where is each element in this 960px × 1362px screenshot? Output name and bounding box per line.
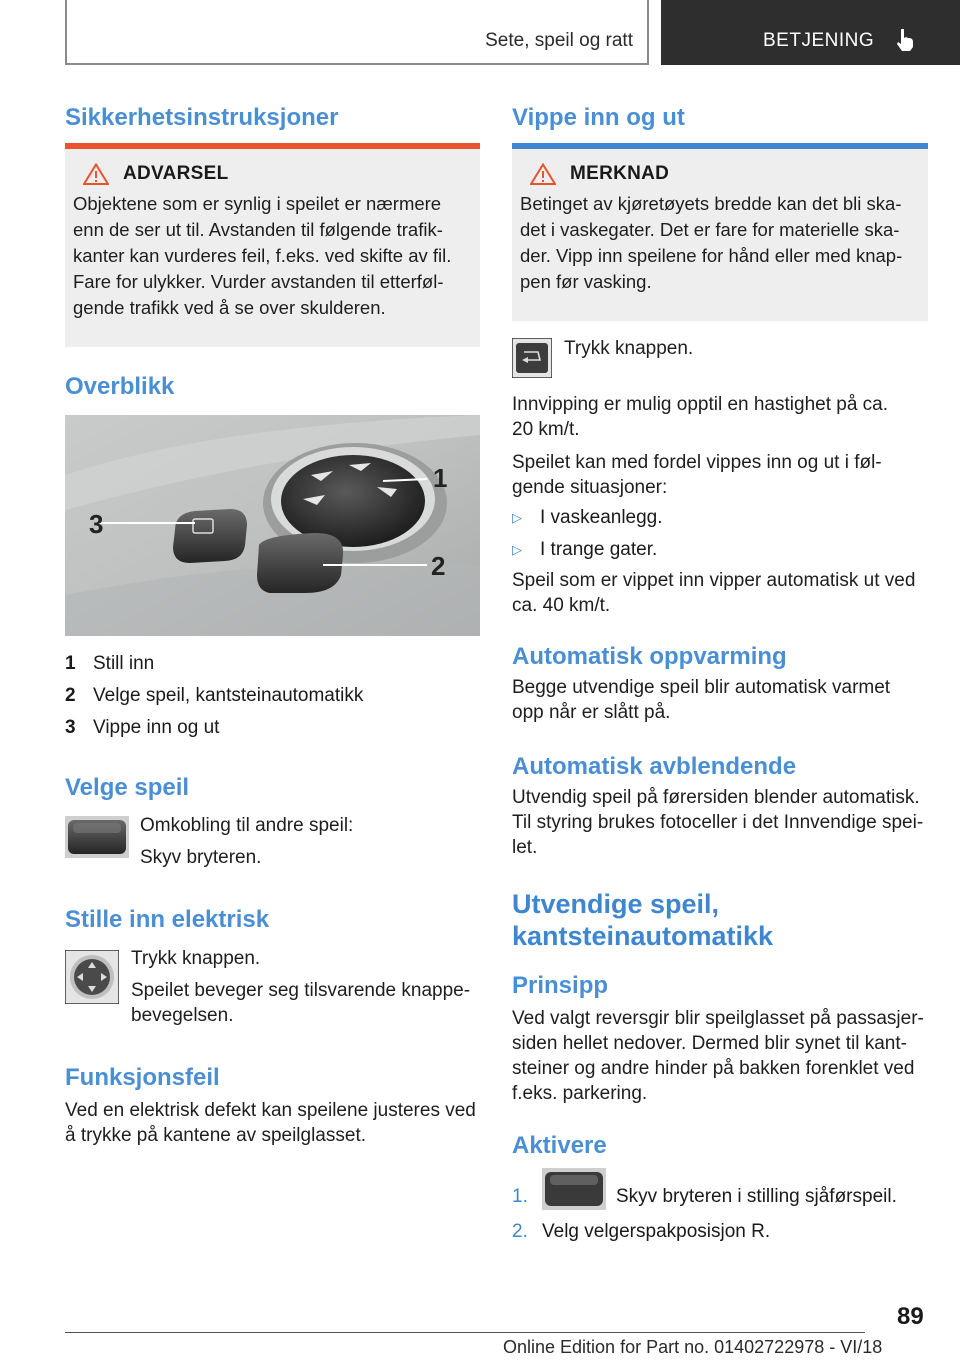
fault-line: Ved en elektrisk defekt kan speilene justeres ved — [65, 1100, 476, 1121]
kerb-heading: kantsteinautomatikk — [512, 921, 774, 951]
bullet-item: ▷ I vaskeanlegg. — [512, 502, 928, 534]
warning-line: gende trafikk ved å se over skulderen. — [73, 297, 386, 318]
select-line: Omkobling til andre speil: — [140, 815, 354, 836]
mirror-switch-figure — [65, 415, 480, 636]
mirror-selector-switch-icon — [65, 816, 129, 858]
auto-out-line: ca. 40 km/t. — [512, 595, 611, 616]
heating-line: opp når er slått på. — [512, 702, 671, 723]
legend-item: 2 Velge speil, kantsteinautomatikk — [65, 685, 364, 706]
legend-item: 3 Vippe inn og ut — [65, 717, 220, 738]
note-box — [512, 149, 928, 321]
fault-heading: Funksjonsfeil — [65, 1064, 220, 1091]
situations-line: Speilet kan med fordel vippes inn og ut i føl- — [512, 452, 882, 473]
note-line: pen før vasking. — [520, 271, 652, 292]
overview-heading: Overblikk — [65, 373, 175, 400]
callout-3: 3 — [89, 509, 104, 539]
bullet-item: ▷ I trange gater. — [512, 534, 928, 566]
mirror-adjust-knob-icon — [65, 950, 119, 1004]
warning-label: ADVARSEL — [123, 163, 229, 184]
principle-line: siden hellet nedover. Dermed blir synet til kant- — [512, 1033, 907, 1054]
mirror-selector-switch-icon — [542, 1168, 606, 1210]
press-button-text: Trykk knappen. — [564, 338, 694, 359]
principle-heading: Prinsipp — [512, 972, 609, 999]
step-item: 2. Velg velgerspakposisjon R. — [512, 1221, 771, 1242]
callout-2: 2 — [431, 551, 446, 581]
triangle-bullet-icon: ▷ — [512, 510, 522, 525]
note-line: Betinget av kjøretøyets bredde kan det bli ska- — [520, 193, 902, 214]
legend-item: 1 Still inn — [65, 653, 155, 674]
page-number: 89 — [897, 1303, 924, 1330]
warning-line: Fare for ulykker. Vurder avstanden til etterføl- — [73, 271, 444, 292]
triangle-bullet-icon: ▷ — [512, 542, 522, 557]
heating-line: Begge utvendige speil blir automatisk varmet — [512, 677, 891, 698]
warning-line: kanter kan vurderes feil, f.eks. ved skifte av fil. — [73, 245, 452, 266]
principle-line: steiner og andre hinder på bakken forenklet ved — [512, 1058, 915, 1079]
situations-line: gende situasjoner: — [512, 477, 668, 498]
warning-box — [65, 149, 480, 347]
warning-line: Objektene som er synlig i speilet er nærmere — [73, 193, 442, 214]
note-line: der. Vipp inn speilene for hånd eller med knap- — [520, 245, 903, 266]
activate-heading: Aktivere — [512, 1132, 607, 1159]
note-triangle-icon — [530, 163, 556, 185]
dimming-line: let. — [512, 837, 538, 858]
adjust-line: bevegelsen. — [131, 1005, 234, 1026]
heating-heading: Automatisk oppvarming — [512, 643, 787, 670]
fold-speed-line: 20 km/t. — [512, 419, 580, 440]
header-chapter-title: BETJENING — [763, 30, 875, 51]
figure-legend — [65, 648, 480, 744]
header-section-title: Sete, speil og ratt — [485, 30, 633, 51]
header-chapter-tab — [661, 0, 960, 65]
step-item: 1. Skyv bryteren i stilling sjåførspeil. — [512, 1168, 928, 1210]
hand-pointer-icon — [895, 28, 915, 52]
auto-out-line: Speil som er vippet inn vipper automatisk ut ved — [512, 570, 916, 591]
fold-heading: Vippe inn og ut — [512, 104, 685, 131]
fold-mirror-button-icon — [512, 338, 552, 378]
warning-triangle-icon — [83, 163, 109, 185]
footer-edition: Online Edition for Part no. 01402722978 - VI/18 — [503, 1337, 883, 1357]
dimming-heading: Automatisk avblendende — [512, 753, 797, 780]
dimming-line: Til styring brukes fotoceller i det Innvendige spei- — [512, 812, 924, 833]
safety-heading: Sikkerhetsinstruksjoner — [65, 104, 339, 131]
adjust-line: Trykk knappen. — [131, 948, 261, 969]
fault-line: å trykke på kantene av speilglasset. — [65, 1125, 367, 1146]
select-line: Skyv bryteren. — [140, 847, 262, 868]
activate-steps — [512, 1168, 928, 1248]
warning-line: enn de ser ut til. Avstanden til følgende trafik- — [73, 219, 443, 240]
header-section-tab — [65, 0, 649, 65]
footer-divider — [65, 1332, 865, 1333]
note-label: MERKNAD — [570, 163, 670, 184]
note-line: det i vaskegater. Det er fare for materielle ska- — [520, 219, 900, 240]
select-mirror-heading: Velge speil — [65, 774, 190, 801]
dimming-line: Utvendig speil på førersiden blender automatisk. — [512, 787, 920, 808]
principle-line: Ved valgt reversgir blir speilglasset på passasjer- — [512, 1008, 924, 1029]
kerb-heading: Utvendige speil, — [512, 889, 720, 919]
adjust-line: Speilet beveger seg tilsvarende knappe- — [131, 980, 471, 1001]
adjust-heading: Stille inn elektrisk — [65, 906, 270, 933]
principle-line: f.eks. parkering. — [512, 1083, 648, 1104]
fold-speed-line: Innvipping er mulig opptil en hastighet på ca. — [512, 394, 889, 415]
callout-1: 1 — [433, 463, 448, 493]
